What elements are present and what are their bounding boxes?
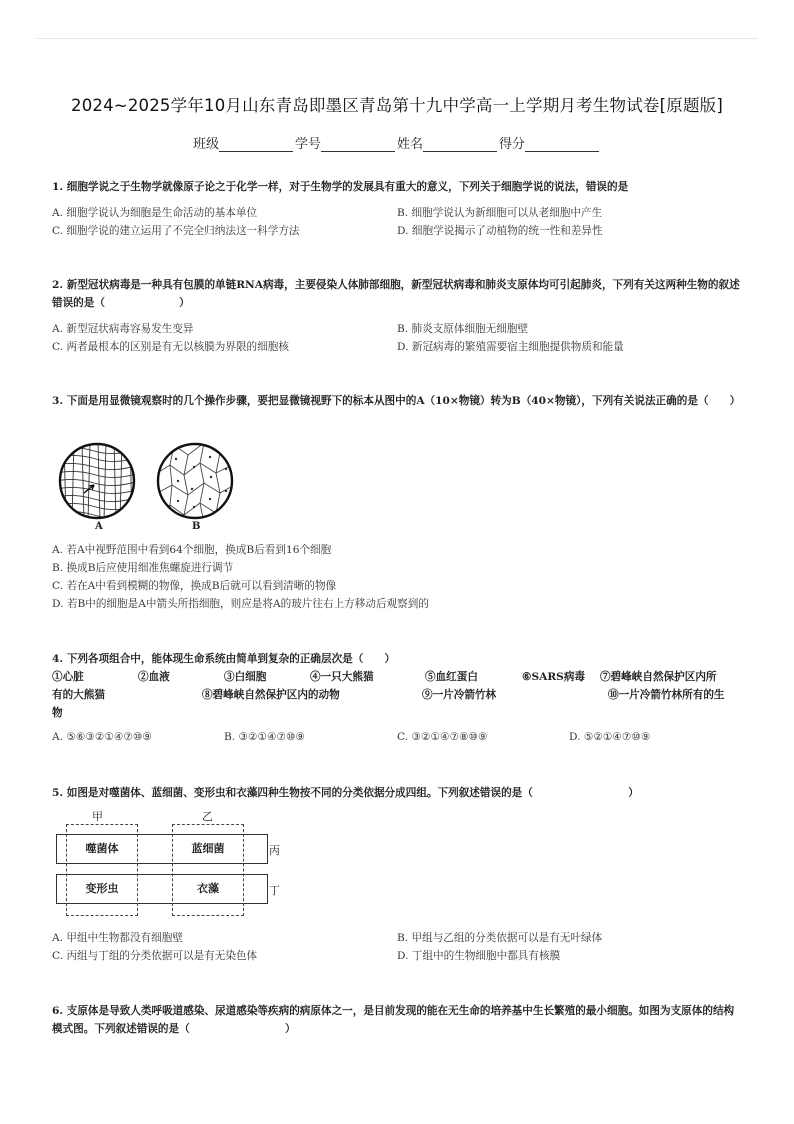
class-blank[interactable] [219, 137, 293, 152]
col-label-jia: 甲 [92, 810, 103, 823]
option-a[interactable]: A. 甲组中生物都没有细胞壁 [52, 932, 183, 944]
name-blank[interactable] [423, 137, 497, 152]
name-label: 姓名 [397, 137, 424, 152]
option-c[interactable]: C. 两者最根本的区别是有无以核膜为界限的细胞核 [52, 341, 289, 353]
student-id-blank[interactable] [321, 137, 395, 152]
class-label: 班级 [192, 137, 219, 152]
classification-diagram [54, 810, 294, 920]
item-2: ②血液 [138, 671, 170, 683]
row-label-ding: 丁 [269, 884, 280, 897]
question-6-stem: 6. 支原体是导致人类呼吸道感染、尿道感染等疾病的病原体之一，是目前发现的能在无生命的培养基中生长繁殖的最小细胞。如图为支原体的结构模式图。下列叙述错误的是（ ） [52, 1005, 735, 1035]
page-title: 2024~2025学年10月山东青岛即墨区青岛第十九中学高一上学期月考生物试卷[原题版] [71, 96, 723, 115]
student-id-label: 学号 [294, 137, 321, 152]
cell-chlamydomonas: 衣藻 [197, 882, 219, 895]
class-field[interactable] [193, 133, 295, 152]
cell-cyanobacteria: 蓝细菌 [191, 842, 225, 855]
option-b[interactable]: B. 换成B后应使用细准焦螺旋进行调节 [52, 562, 234, 574]
question-2-stem: 2. 新型冠状病毒是一种具有包膜的单链RNA病毒，主要侵染人体肺部细胞，新型冠状病毒和肺炎支原体均可引起肺炎，下列有关这两种生物的叙述错误的是（ ） [52, 279, 740, 309]
option-a[interactable]: A. 若A中视野范围中看到64个细胞，换成B后看到16个细胞 [52, 544, 332, 556]
item-10-cont: 物 [52, 707, 63, 719]
question-4-stem: 4. 下列各项组合中，能体现生命系统由简单到复杂的正确层次是（ ） [52, 653, 396, 665]
option-c[interactable]: C. 若在A中看到模糊的物像，换成B后就可以看到清晰的物像 [52, 580, 337, 592]
option-c[interactable]: C. ③②①④⑦⑧⑩⑨ [397, 731, 488, 743]
name-field[interactable] [397, 133, 499, 152]
question-4 [52, 650, 742, 722]
option-b[interactable]: B. 肺炎支原体细胞无细胞壁 [397, 323, 529, 335]
score-label: 得分 [499, 137, 526, 152]
option-c[interactable]: C. 丙组与丁组的分类依据可以是有无染色体 [52, 950, 258, 962]
item-1: ①心脏 [52, 671, 84, 683]
question-2 [52, 276, 742, 312]
question-5-stem: 5. 如图是对噬菌体、蓝细菌、变形虫和衣藻四种生物按不同的分类依据分成四组。下列叙述错误的是（ ） [52, 787, 639, 799]
question-6 [52, 1002, 742, 1038]
cell-amoeba: 变形虫 [85, 882, 119, 895]
option-a[interactable]: A. 新型冠状病毒容易发生变异 [52, 323, 194, 335]
item-9: ⑨一片冷箭竹林 [422, 689, 497, 701]
group-jia-box [66, 824, 138, 916]
group-yi-box [172, 824, 244, 916]
option-a[interactable]: A. ⑤⑥③②①④⑦⑩⑨ [52, 731, 152, 743]
figure-label-b: B [192, 521, 201, 532]
figure-label-a: A [95, 521, 103, 532]
cell-phage: 噬菌体 [85, 842, 119, 855]
score-blank[interactable] [525, 137, 599, 152]
option-d[interactable]: D. ⑤②①④⑦⑩⑨ [569, 731, 651, 743]
microscope-views-svg [54, 441, 244, 537]
question-4-items-line-3 [52, 686, 742, 704]
question-4-items-line-2 [52, 668, 742, 686]
option-d[interactable]: D. 新冠病毒的繁殖需要宿主细胞提供物质和能量 [397, 341, 624, 353]
option-b[interactable]: B. 甲组与乙组的分类依据可以是有无叶绿体 [397, 932, 603, 944]
question-1-stem: 1. 细胞学说之于生物学就像原子论之于化学一样，对于生物学的发展具有重大的意义，下列关于细胞学说的说法，错误的是 [52, 181, 629, 193]
option-c[interactable]: C. 细胞学说的建立运用了不完全归纳法这一科学方法 [52, 225, 300, 237]
item-6: ⑥SARS病毒 [522, 671, 586, 683]
score-field[interactable] [499, 133, 601, 152]
student-id-field[interactable] [295, 133, 397, 152]
question-3-stem: 3. 下面是用显微镜观察时的几个操作步骤，要把显微镜视野下的标本从图中的A（10×物镜）转为B（40×物镜），下列有关说法正确的是（ ） [52, 395, 741, 407]
question-5 [52, 784, 742, 802]
item-5: ⑤血红蛋白 [425, 671, 478, 683]
item-7: ⑦碧峰峡自然保护区内所 [600, 671, 717, 683]
question-1 [52, 178, 742, 196]
item-7-cont: 有的大熊猫 [52, 689, 105, 701]
row-label-bing: 丙 [269, 844, 280, 857]
option-b[interactable]: B. ③②①④⑦⑩⑨ [224, 731, 305, 743]
item-10: ⑩一片冷箭竹林所有的生 [608, 689, 725, 701]
option-d[interactable]: D. 细胞学说揭示了动植物的统一性和差异性 [397, 225, 603, 237]
header-rule [36, 38, 758, 39]
option-b[interactable]: B. 细胞学说认为新细胞可以从老细胞中产生 [397, 207, 603, 219]
microscope-figure [54, 441, 244, 541]
option-a[interactable]: A. 细胞学说认为细胞是生命活动的基本单位 [52, 207, 258, 219]
question-3 [52, 392, 742, 410]
item-3: ③白细胞 [224, 671, 267, 683]
item-8: ⑧碧峰峡自然保护区内的动物 [202, 689, 340, 701]
option-d[interactable]: D. 丁组中的生物细胞中都具有核膜 [397, 950, 561, 962]
option-d[interactable]: D. 若B中的细胞是A中箭头所指细胞，则应是将A的玻片往右上方移动后观察到的 [52, 598, 429, 610]
col-label-yi: 乙 [202, 810, 213, 823]
item-4: ④一只大熊猫 [310, 671, 374, 683]
student-info-row [0, 133, 794, 152]
